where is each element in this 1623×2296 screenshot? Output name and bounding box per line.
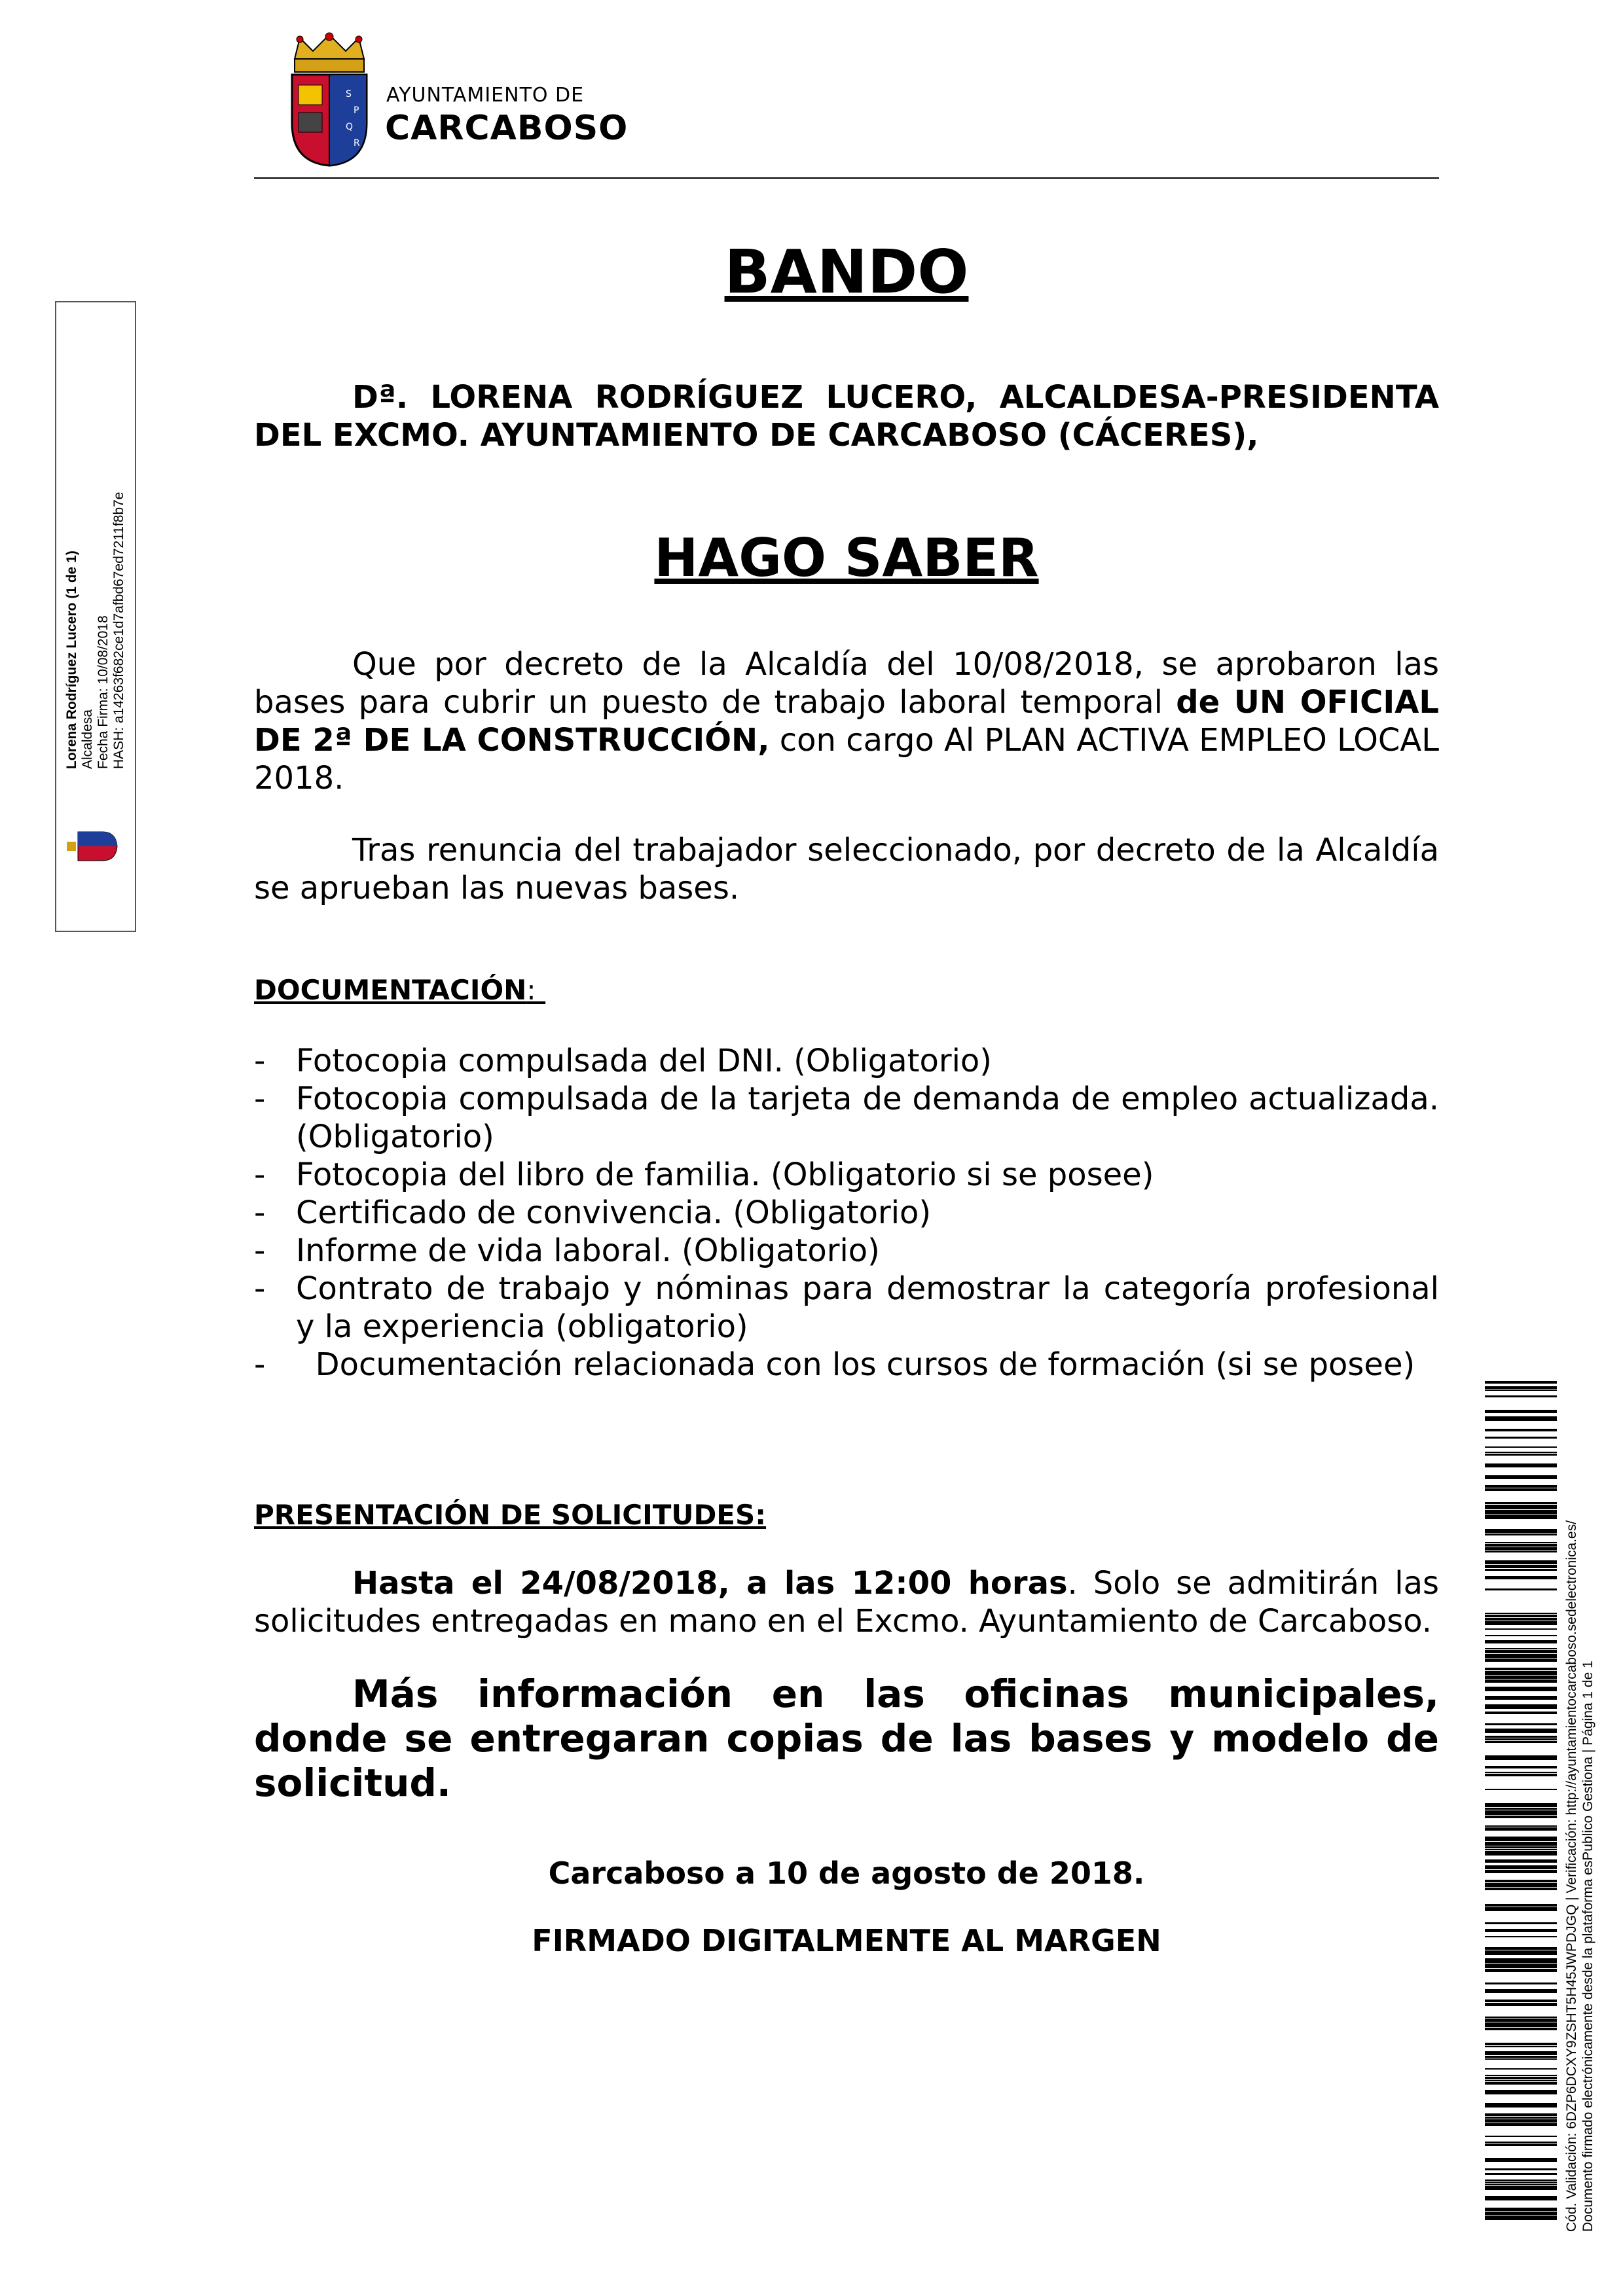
signature-hash: HASH: a14263f682ce1d7afbd67ed7211f8b7e [111, 492, 126, 769]
svg-text:Q: Q [346, 122, 354, 132]
validation-barcode [1485, 1381, 1557, 2225]
signature-stamp-text [64, 311, 127, 769]
documentacion-heading-text: DOCUMENTACIÓN [254, 974, 527, 1006]
list-item-text: Fotocopia compulsada del DNI. (Obligatorio) [296, 1043, 993, 1079]
list-item: - Contrato de trabajo y nóminas para demostrar la categoría profesional y la experiencia (obligatorio) [254, 1270, 1439, 1345]
signature-date: Fecha Firma: 10/08/2018 [96, 615, 111, 769]
documentacion-heading [254, 974, 545, 1006]
stamp-crest-icon [64, 826, 130, 867]
list-item-text: Fotocopia del libro de familia. (Obligatorio si se posee) [296, 1157, 1154, 1193]
presentacion-deadline: Hasta el 24/08/2018, a las 12:00 horas [352, 1565, 1068, 1602]
list-item-text: Documentación relacionada con los cursos de formación (si se posee) [315, 1346, 1415, 1383]
org-name-line2: CARCABOSO [385, 109, 629, 148]
coat-of-arms-icon [280, 31, 378, 169]
list-item-text: Contrato de trabajo y nóminas para demostrar la categoría profesional y la experiencia (obligatorio) [296, 1270, 1439, 1345]
list-item: - Certificado de convivencia. (Obligatorio) [254, 1194, 932, 1231]
org-name-line1: AYUNTAMIENTO DE [386, 84, 585, 107]
signer-role: Alcaldesa [80, 709, 95, 769]
presentacion-text: . Solo se admitirán las solicitudes entregadas en mano en el Excmo. Ayuntamiento de Carcaboso. [254, 1565, 1439, 1640]
documentacion-list [254, 1042, 1439, 1384]
signed-line: FIRMADO DIGITALMENTE AL MARGEN [532, 1923, 1161, 1958]
list-item: - Fotocopia compulsada de la tarjeta de demanda de empleo actualizada. (Obligatorio) [254, 1081, 1439, 1155]
validation-platform: Documento firmado electrónicamente desde la plataforma esPublico Gestiona | Página 1 de 1 [1580, 1660, 1596, 2232]
date-line: Carcaboso a 10 de agosto de 2018. [548, 1856, 1145, 1891]
list-item-text: Informe de vida laboral. (Obligatorio) [296, 1232, 880, 1269]
presentacion-heading: PRESENTACIÓN DE SOLICITUDES: [254, 1499, 767, 1531]
paragraph-renuncia: Tras renuncia del trabajador seleccionado, por decreto de la Alcaldía se aprueban las nuevas bases. [254, 832, 1439, 906]
documentacion-colon: : [526, 974, 536, 1006]
para1-text-b: con cargo Al PLAN ACTIVA EMPLEO LOCAL 2018. [254, 722, 1440, 797]
issuer-text: Dª. LORENA RODRÍGUEZ LUCERO, ALCALDESA-PRESIDENTA DEL EXCMO. AYUNTAMIENTO DE CARCABOSO (CÁCERES), [254, 379, 1439, 454]
svg-text:R: R [354, 138, 360, 149]
signer-name: Lorena Rodríguez Lucero (1 de 1) [64, 550, 79, 769]
subtitle: HAGO SABER [654, 528, 1039, 588]
validation-text [1563, 1381, 1596, 2232]
svg-text:S: S [346, 89, 352, 99]
validation-code: Cód. Validación: 6DZP6DCXY9ZSHT5H45JWPDJGQ | Verificación: http://ayuntamientocarcaboso.sedelectronica.es/ [1564, 1520, 1579, 2232]
svg-text:P: P [354, 105, 359, 116]
para1-bold: de UN OFICIAL DE 2ª DE LA CONSTRUCCIÓN, [254, 684, 1439, 759]
list-item: - Documentación relacionada con los cursos de formación (si se posee) [254, 1346, 1415, 1383]
header-divider [254, 177, 1439, 179]
list-item: - Informe de vida laboral. (Obligatorio) [254, 1232, 880, 1269]
issuer-line [254, 378, 1439, 454]
para1-text-a: Que por decreto de la Alcaldía del 10/08/2018, se aprobaron las bases para cubrir un puesto de trabajo laboral temporal [254, 646, 1439, 721]
list-item: - Fotocopia compulsada del DNI. (Obligatorio) [254, 1043, 993, 1079]
paragraph-presentacion [254, 1564, 1439, 1640]
paragraph-decree [254, 645, 1439, 797]
list-item-text: Fotocopia compulsada de la tarjeta de demanda de empleo actualizada. (Obligatorio) [296, 1081, 1439, 1155]
list-item-text: Certificado de convivencia. (Obligatorio) [296, 1194, 932, 1231]
info-paragraph: Más información en las oficinas municipales, donde se entregaran copias de las bases y modelo de solicitud. [254, 1672, 1439, 1805]
list-item: - Fotocopia del libro de familia. (Obligatorio si se posee) [254, 1157, 1154, 1193]
document-title: BANDO [724, 237, 969, 307]
